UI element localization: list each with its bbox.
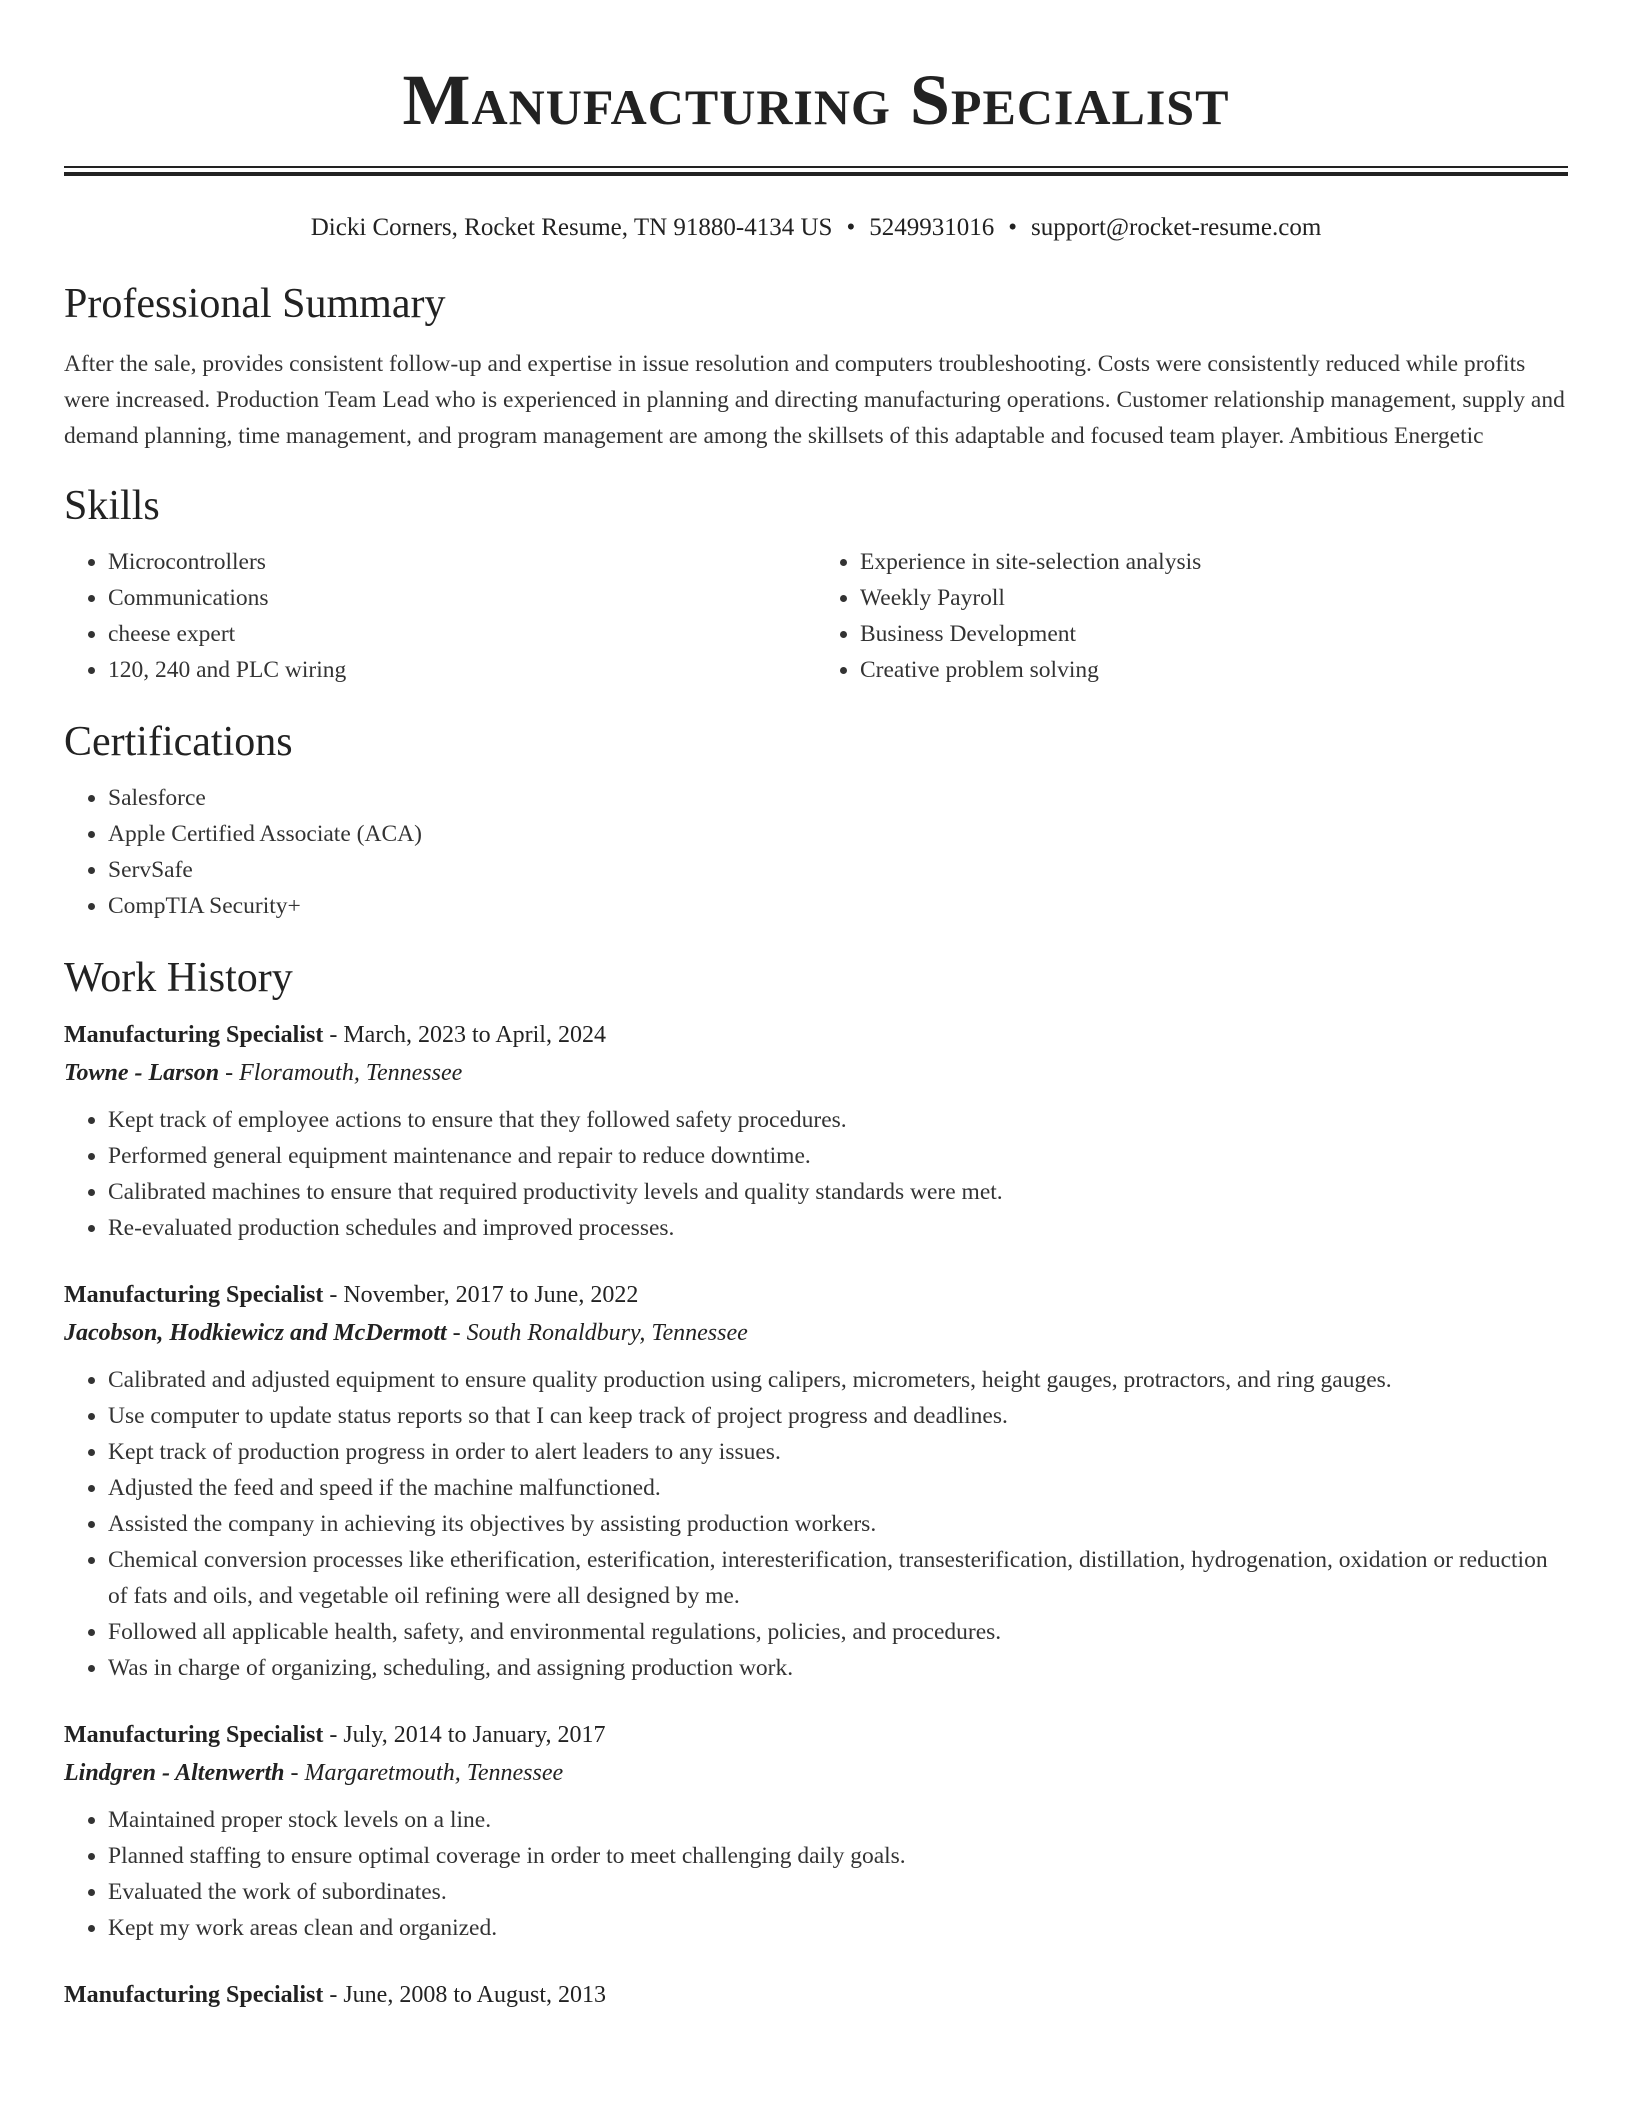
job-title: Manufacturing Specialist	[64, 1982, 324, 2008]
contact-phone: 5249931016	[869, 214, 995, 241]
summary-text: After the sale, provides consistent follow-up and expertise in issue resolution and computers troubleshooting. Costs were consistently reduced while profits were increased. Production Team Lead who is experienced in planning and directing manufacturing operations. Customer relationship management, supply and demand planning, time management, and program management are among the skillsets of this adaptable and focused team player. Ambitious Energetic	[64, 351, 1565, 449]
job-dates: - November, 2017 to June, 2022	[323, 1282, 639, 1308]
job-bullet: • Planned staffing to ensure optimal coverage in order to meet challenging daily goals.	[108, 1838, 1568, 1874]
job-bullets	[64, 1362, 1568, 1686]
job-company: Jacobson, Hodkiewicz and McDermott	[64, 1320, 447, 1346]
job-bullet: • Calibrated and adjusted equipment to ensure quality production using calipers, micrometers, height gauges, protractors, and ring gauges.	[108, 1362, 1568, 1398]
job-company-line	[64, 1754, 1568, 1792]
skill-item: • Creative problem solving	[860, 652, 1568, 688]
job-company-line	[64, 1054, 1568, 1092]
job-title-line	[64, 1716, 1568, 1754]
job-entry	[64, 1716, 1568, 1946]
job-bullet: • Calibrated machines to ensure that required productivity levels and quality standards were met.	[108, 1174, 1568, 1210]
skill-item: • Business Development	[860, 616, 1568, 652]
job-bullet: • Performed general equipment maintenance and repair to reduce downtime.	[108, 1138, 1568, 1174]
job-bullet: • Followed all applicable health, safety, and environmental regulations, policies, and procedures.	[108, 1614, 1568, 1650]
job-title-line	[64, 1976, 1568, 2014]
job-dates: - March, 2023 to April, 2024	[323, 1022, 606, 1048]
job-bullet: • Assisted the company in achieving its objectives by assisting production workers.	[108, 1506, 1568, 1542]
skills-heading: Skills	[64, 483, 160, 529]
job-bullet: • Re-evaluated production schedules and improved processes.	[108, 1210, 1568, 1246]
job-company: Towne - Larson	[64, 1060, 220, 1086]
certification-item: • Salesforce	[108, 780, 1568, 816]
skills-right-list	[816, 544, 1568, 688]
job-location: - South Ronaldbury, Tennessee	[446, 1320, 748, 1346]
summary-heading: Professional Summary	[64, 281, 446, 327]
contact-email: support@rocket-resume.com	[1030, 214, 1322, 241]
contact-separator: •	[1008, 214, 1017, 241]
job-company-line	[64, 1314, 1568, 1352]
certification-item: • ServSafe	[108, 852, 1568, 888]
job-entry	[64, 1016, 1568, 1246]
job-location: - Margaretmouth, Tennessee	[284, 1760, 564, 1786]
job-title-line	[64, 1276, 1568, 1314]
job-bullet: • Kept my work areas clean and organized.	[108, 1910, 1568, 1946]
skills-section	[64, 480, 1568, 688]
work-history-section	[64, 952, 1568, 2014]
skill-item: • Experience in site-selection analysis	[860, 544, 1568, 580]
job-bullet: • Use computer to update status reports so that I can keep track of project progress and deadlines.	[108, 1398, 1568, 1434]
job-title-line	[64, 1016, 1568, 1054]
header-divider	[64, 166, 1568, 176]
certification-item: • CompTIA Security+	[108, 888, 1568, 924]
job-company: Lindgren - Altenwerth	[64, 1760, 285, 1786]
summary-section	[64, 278, 1568, 454]
skills-left-list	[64, 544, 816, 688]
job-bullet: • Evaluated the work of subordinates.	[108, 1874, 1568, 1910]
job-dates: - June, 2008 to August, 2013	[323, 1982, 607, 2008]
job-bullet: • Kept track of production progress in order to alert leaders to any issues.	[108, 1434, 1568, 1470]
skill-item: • Microcontrollers	[108, 544, 816, 580]
resume-name: Manufacturing Specialist	[402, 60, 1230, 140]
contact-line	[64, 212, 1568, 244]
skill-item: • Communications	[108, 580, 816, 616]
contact-address: Dicki Corners, Rocket Resume, TN 91880-4134 US	[310, 214, 833, 241]
certifications-list	[64, 780, 1568, 924]
certification-item: • Apple Certified Associate (ACA)	[108, 816, 1568, 852]
skills-columns	[64, 544, 1568, 688]
job-title: Manufacturing Specialist	[64, 1722, 324, 1748]
job-title: Manufacturing Specialist	[64, 1282, 324, 1308]
job-bullet: • Was in charge of organizing, scheduling, and assigning production work.	[108, 1650, 1568, 1686]
job-bullet: • Adjusted the feed and speed if the machine malfunctioned.	[108, 1470, 1568, 1506]
contact-separator: •	[846, 214, 856, 241]
job-bullet: • Maintained proper stock levels on a line.	[108, 1802, 1568, 1838]
certifications-section	[64, 716, 1568, 924]
certifications-heading: Certifications	[64, 719, 293, 765]
job-entry	[64, 1976, 1568, 2014]
job-bullet: • Kept track of employee actions to ensure that they followed safety procedures.	[108, 1102, 1568, 1138]
job-title: Manufacturing Specialist	[64, 1022, 324, 1048]
resume-page	[64, 0, 1568, 2014]
skill-item: • Weekly Payroll	[860, 580, 1568, 616]
job-bullets	[64, 1102, 1568, 1246]
work-history-heading: Work History	[64, 955, 293, 1001]
job-dates: - July, 2014 to January, 2017	[323, 1722, 606, 1748]
job-entry	[64, 1276, 1568, 1686]
job-location: - Floramouth, Tennessee	[219, 1060, 463, 1086]
skill-item: • cheese expert	[108, 616, 816, 652]
job-bullets	[64, 1802, 1568, 1946]
skill-item: • 120, 240 and PLC wiring	[108, 652, 816, 688]
job-bullet: • Chemical conversion processes like etherification, esterification, interesterification, transesterification, distillation, hydrogenation, oxidation or reduction of fats and oils, and vegetable oil refining were all designed by me.	[108, 1542, 1568, 1614]
